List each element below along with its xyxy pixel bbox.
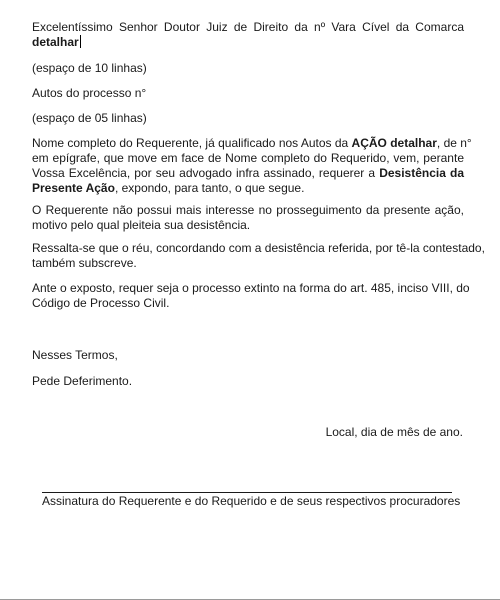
- addressee-line-2: [32, 35, 464, 50]
- paragraph-no-interest-line-1: O Requerente não possui mais interesse no prosseguimento da presente ação,: [32, 203, 464, 217]
- closing-request: Pede Deferimento.: [32, 374, 133, 388]
- paragraph-request-line-2: em epígrafe, que move em face de Nome completo do Requerido, vem, perante: [32, 151, 464, 165]
- paragraph-no-interest: [32, 203, 464, 233]
- paragraph-defendant-line-1: Ressalta-se que o réu, concordando com a desistência referida, por tê-la contestado,: [32, 241, 485, 255]
- closing-terms: Nesses Termos,: [32, 348, 118, 362]
- addressee: [32, 20, 464, 50]
- action-name: AÇÃO detalhar: [351, 136, 437, 150]
- signature-line: [42, 492, 452, 493]
- paragraph-request-line-4: [32, 181, 464, 196]
- case-number-label: Autos do processo n°: [32, 86, 147, 100]
- request-text-2: Vossa Excelência, por seu advogado infra assinado, requerer a: [32, 166, 380, 180]
- paragraph-request: [32, 136, 472, 196]
- paragraph-conclusion-line-2: Código de Processo Civil.: [32, 296, 170, 310]
- paragraph-conclusion: [32, 281, 470, 311]
- paragraph-conclusion-line-1: Ante o exposto, requer seja o processo extinto na forma do art. 485, inciso VIII, do: [32, 281, 470, 295]
- addressee-comarca: detalhar: [32, 35, 79, 49]
- signature-caption: Assinatura do Requerente e do Requerido e de seus respectivos procuradores: [42, 494, 461, 508]
- withdrawal-term: Desistência da: [379, 166, 465, 180]
- paragraph-request-line-1: [32, 136, 472, 151]
- addressee-line-1: Excelentíssimo Senhor Doutor Juiz de Direito da nº Vara Cível da Comarca: [32, 20, 464, 34]
- paragraph-defendant-line-2: também subscreve.: [32, 256, 137, 270]
- paragraph-defendant-agreement: [32, 241, 485, 271]
- request-text: Nome completo do Requerente, já qualificado nos Autos da: [32, 136, 352, 150]
- spacing-note-10: (espaço de 10 linhas): [32, 61, 147, 75]
- request-closing: , expondo, para tanto, o que segue.: [114, 181, 305, 195]
- spacing-note-05: (espaço de 05 linhas): [32, 111, 147, 125]
- text-cursor: [80, 35, 81, 48]
- request-tail: , de n°: [436, 136, 472, 150]
- paragraph-no-interest-line-2: motivo pelo qual pleiteia sua desistência.: [32, 218, 251, 232]
- paragraph-request-line-3: [32, 166, 464, 181]
- place-date: Local, dia de mês de ano.: [325, 425, 463, 439]
- withdrawal-term-2: Presente Ação: [32, 181, 115, 195]
